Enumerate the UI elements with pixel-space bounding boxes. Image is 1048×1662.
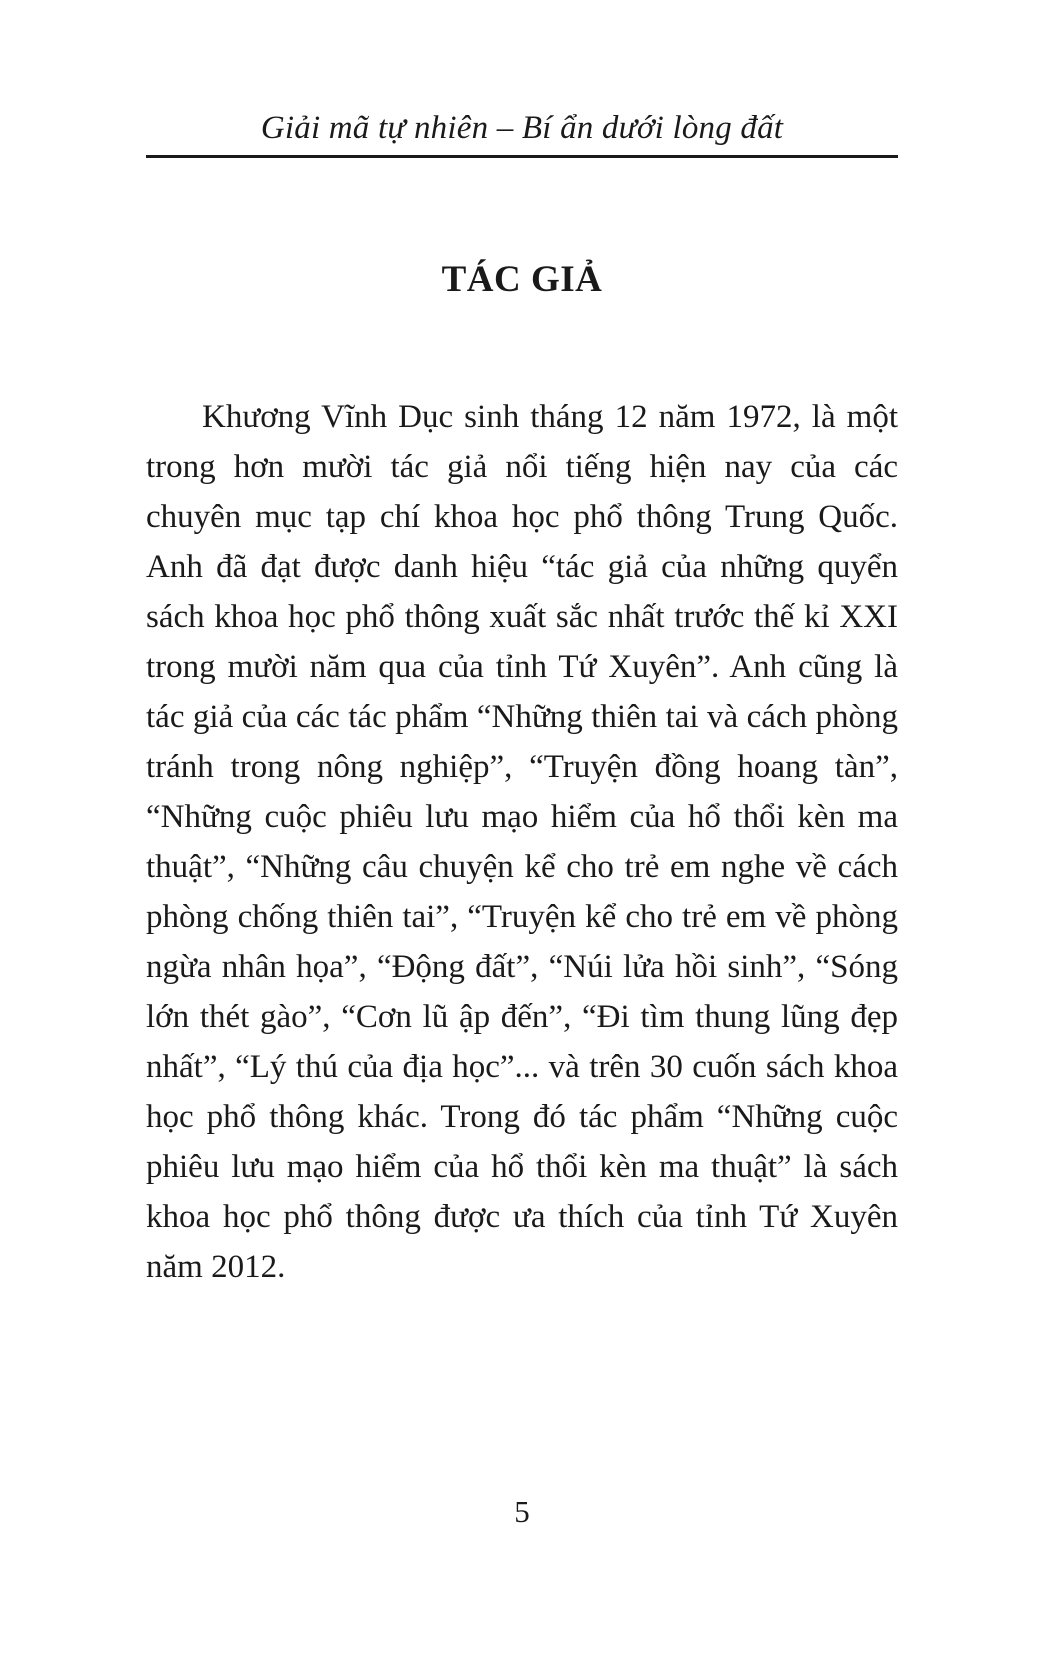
running-header: Giải mã tự nhiên – Bí ẩn dưới lòng đất [260, 110, 784, 146]
section-title: TÁC GIẢ [441, 259, 603, 300]
header-divider [146, 155, 898, 158]
page-number: 5 [514, 1494, 530, 1529]
body-paragraph: Khương Vĩnh Dục sinh tháng 12 năm 1972, là một trong hơn mười tác giả nổi tiếng hiện nay của các chuyên mục tạp chí khoa học phổ thông Trung Quốc. Anh đã đạt được danh hiệu “tác giả của những quyển sách khoa học phổ thông xuất sắc nhất trước thế kỉ XXI trong mười năm qua của tỉnh Tứ Xuyên”. Anh cũng là tác giả của các tác phẩm “Những thiên tai và cách phòng tránh trong nông nghiệp”, “Truyện đồng hoang tàn”, “Những cuộc phiêu lưu mạo hiểm của hổ thổi kèn ma thuật”, “Những câu chuyện kể cho trẻ em nghe về cách phòng chống thiên tai”, “Truyện kể cho trẻ em về phòng ngừa nhân họa”, “Động đất”, “Núi lửa hồi sinh”, “Sóng lớn thét gào”, “Cơn lũ ập đến”, “Đi tìm thung lũng đẹp nhất”, “Lý thú của địa học”... và trên 30 cuốn sách khoa học phổ thông khác. Trong đó tác phẩm “Những cuộc phiêu lưu mạo hiểm của hổ thổi kèn ma thuật” là sách khoa học phổ thông được ưa thích của tỉnh Tứ Xuyên năm 2012. [146, 399, 898, 1285]
